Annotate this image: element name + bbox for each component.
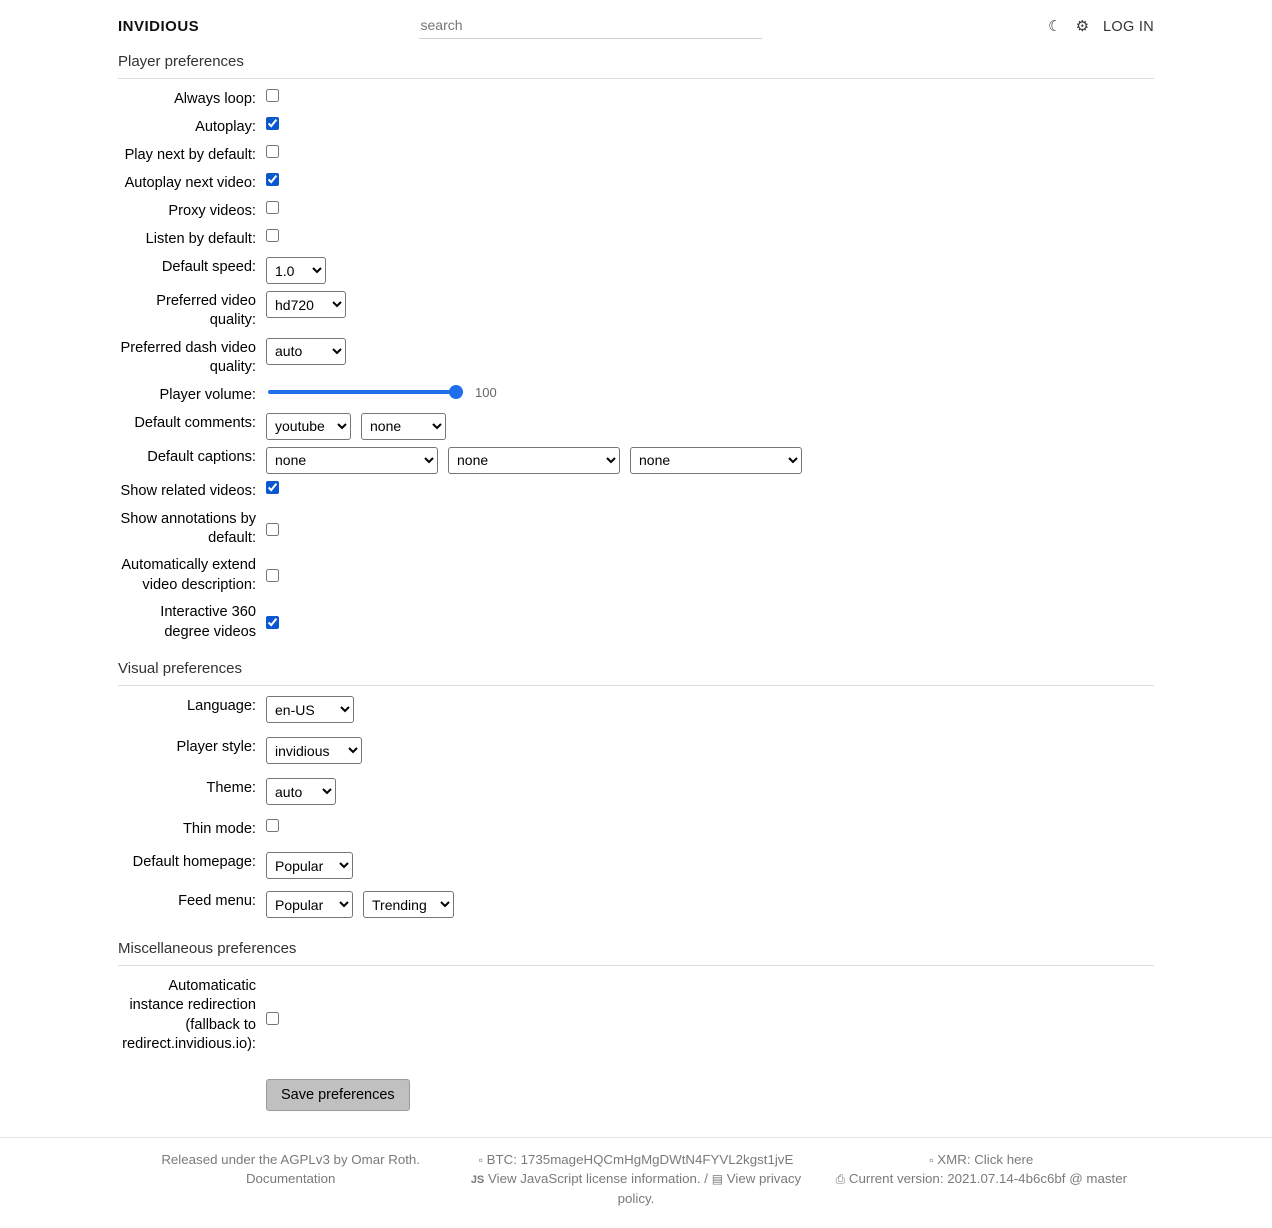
select-dash-quality[interactable] <box>266 338 346 365</box>
row-thin-mode <box>118 819 1154 840</box>
monero-coin-icon: ▫ <box>478 1152 483 1167</box>
select-default-captions-3[interactable] <box>630 447 802 474</box>
footer-version-link[interactable]: Current version: 2021.07.14-4b6c6bf @ master <box>848 1171 1128 1187</box>
row-proxy-videos <box>118 201 1154 222</box>
monero-coin-icon-2: ▫ <box>929 1152 934 1167</box>
label-feed-menu: Feed menu: <box>178 893 256 910</box>
checkbox-play-next[interactable] <box>266 145 279 158</box>
checkbox-annotations[interactable] <box>266 523 279 536</box>
brand-logo[interactable]: INVIDIOUS <box>118 18 200 35</box>
login-link[interactable]: LOG IN <box>1103 18 1154 35</box>
section-title-misc: Miscellaneous preferences <box>118 936 1154 966</box>
row-auto-redirect <box>118 976 1154 1055</box>
row-theme <box>118 778 1154 805</box>
label-player-volume: Player volume: <box>159 386 256 403</box>
select-feed-menu-2[interactable] <box>363 891 454 918</box>
row-default-speed <box>118 257 1154 284</box>
page-footer <box>0 1137 1272 1228</box>
footer-privacy-link[interactable]: View privacy policy. <box>617 1171 802 1207</box>
row-autoplay <box>118 117 1154 138</box>
row-play-next <box>118 145 1154 166</box>
label-default-speed: Default speed: <box>161 259 256 275</box>
save-row <box>118 1079 1154 1111</box>
select-default-comments-1[interactable] <box>266 413 351 440</box>
label-player-style: Player style: <box>176 739 256 756</box>
select-theme[interactable] <box>266 778 336 805</box>
footer-center <box>463 1150 808 1209</box>
label-thin-mode: Thin mode: <box>182 821 256 838</box>
row-player-style <box>118 737 1154 764</box>
footer-btc-link[interactable]: BTC: 1735mageHQCmHgMgDWtN4FYVL2kgst1jvE <box>486 1151 794 1167</box>
label-interactive-360: Interactive 360 degree videos <box>160 604 256 640</box>
row-video-quality <box>118 291 1154 331</box>
row-related-videos <box>118 481 1154 502</box>
checkbox-always-loop[interactable] <box>266 89 279 102</box>
label-autoplay: Autoplay: <box>195 119 256 135</box>
select-default-homepage[interactable] <box>266 852 353 879</box>
navbar-center <box>390 14 790 39</box>
label-language: Language: <box>187 698 256 715</box>
checkbox-autoplay-next[interactable] <box>266 173 279 186</box>
label-proxy-videos: Proxy videos: <box>168 203 256 219</box>
row-dash-quality <box>118 338 1154 378</box>
label-theme: Theme: <box>206 780 256 797</box>
row-autoplay-next <box>118 173 1154 194</box>
select-default-speed[interactable] <box>266 257 326 284</box>
footer-left <box>118 1150 463 1209</box>
player-volume-value: 100 <box>475 384 497 400</box>
footer-separator: / <box>704 1171 708 1187</box>
javascript-badge-icon: JS <box>470 1174 485 1187</box>
checkbox-thin-mode[interactable] <box>266 819 279 832</box>
select-default-captions-1[interactable] <box>266 447 438 474</box>
label-always-loop: Always loop: <box>174 91 256 107</box>
gear-icon[interactable]: ⚙ <box>1075 18 1090 35</box>
select-language[interactable] <box>266 696 354 723</box>
footer-js-license-link[interactable]: View JavaScript license information. <box>487 1171 701 1187</box>
section-title-player: Player preferences <box>118 49 1154 79</box>
slider-player-volume[interactable] <box>268 390 463 394</box>
label-default-comments: Default comments: <box>134 414 256 431</box>
label-video-quality: Preferred video quality: <box>156 293 256 329</box>
footer-documentation-link[interactable]: Documentation <box>245 1170 336 1186</box>
select-feed-menu-1[interactable] <box>266 891 353 918</box>
row-listen-default <box>118 229 1154 250</box>
row-language <box>118 696 1154 723</box>
preferences-content <box>0 49 1272 1111</box>
checkbox-auto-redirect[interactable] <box>266 1012 279 1025</box>
label-default-captions: Default captions: <box>147 448 256 465</box>
navbar-right <box>790 19 1272 35</box>
row-extend-description <box>118 555 1154 595</box>
navbar-left <box>0 18 390 35</box>
checkbox-autoplay[interactable] <box>266 117 279 130</box>
label-related-videos: Show related videos: <box>120 482 256 499</box>
select-player-style[interactable] <box>266 737 362 764</box>
label-dash-quality: Preferred dash video quality: <box>120 339 256 376</box>
checkbox-listen-default[interactable] <box>266 229 279 242</box>
checkbox-interactive-360[interactable] <box>266 616 279 629</box>
row-default-homepage <box>118 852 1154 879</box>
label-extend-description: Automatically extend video description: <box>121 557 256 593</box>
section-title-visual: Visual preferences <box>118 656 1154 686</box>
row-player-volume <box>118 385 1154 406</box>
document-icon: ▤ <box>711 1172 724 1187</box>
label-auto-redirect: Automaticatic instance redirection (fallback to redirect.invidious.io): <box>122 978 256 1053</box>
save-preferences-button[interactable]: Save preferences <box>266 1079 410 1111</box>
select-default-comments-2[interactable] <box>361 413 446 440</box>
label-annotations: Show annotations by default: <box>120 510 256 547</box>
github-icon: ⎙ <box>835 1172 846 1187</box>
footer-xmr-link[interactable]: XMR: Click here <box>937 1151 1034 1167</box>
select-default-captions-2[interactable] <box>448 447 620 474</box>
top-navbar <box>0 0 1272 49</box>
label-autoplay-next: Autoplay next video: <box>124 175 256 191</box>
label-play-next: Play next by default: <box>124 147 256 163</box>
checkbox-related-videos[interactable] <box>266 481 279 494</box>
label-listen-default: Listen by default: <box>145 231 256 247</box>
checkbox-proxy-videos[interactable] <box>266 201 279 214</box>
row-annotations <box>118 509 1154 549</box>
footer-right <box>809 1150 1154 1209</box>
moon-icon[interactable]: ☾ <box>1048 18 1062 35</box>
footer-license-text: Released under the AGPLv3 by Omar Roth. <box>161 1151 421 1167</box>
row-feed-menu <box>118 891 1154 918</box>
checkbox-extend-description[interactable] <box>266 569 279 582</box>
label-default-homepage: Default homepage: <box>132 854 256 871</box>
row-default-captions <box>118 447 1154 474</box>
search-input[interactable] <box>419 14 762 39</box>
row-interactive-360 <box>118 602 1154 642</box>
row-default-comments <box>118 413 1154 440</box>
select-video-quality[interactable] <box>266 291 346 318</box>
row-always-loop <box>118 89 1154 110</box>
